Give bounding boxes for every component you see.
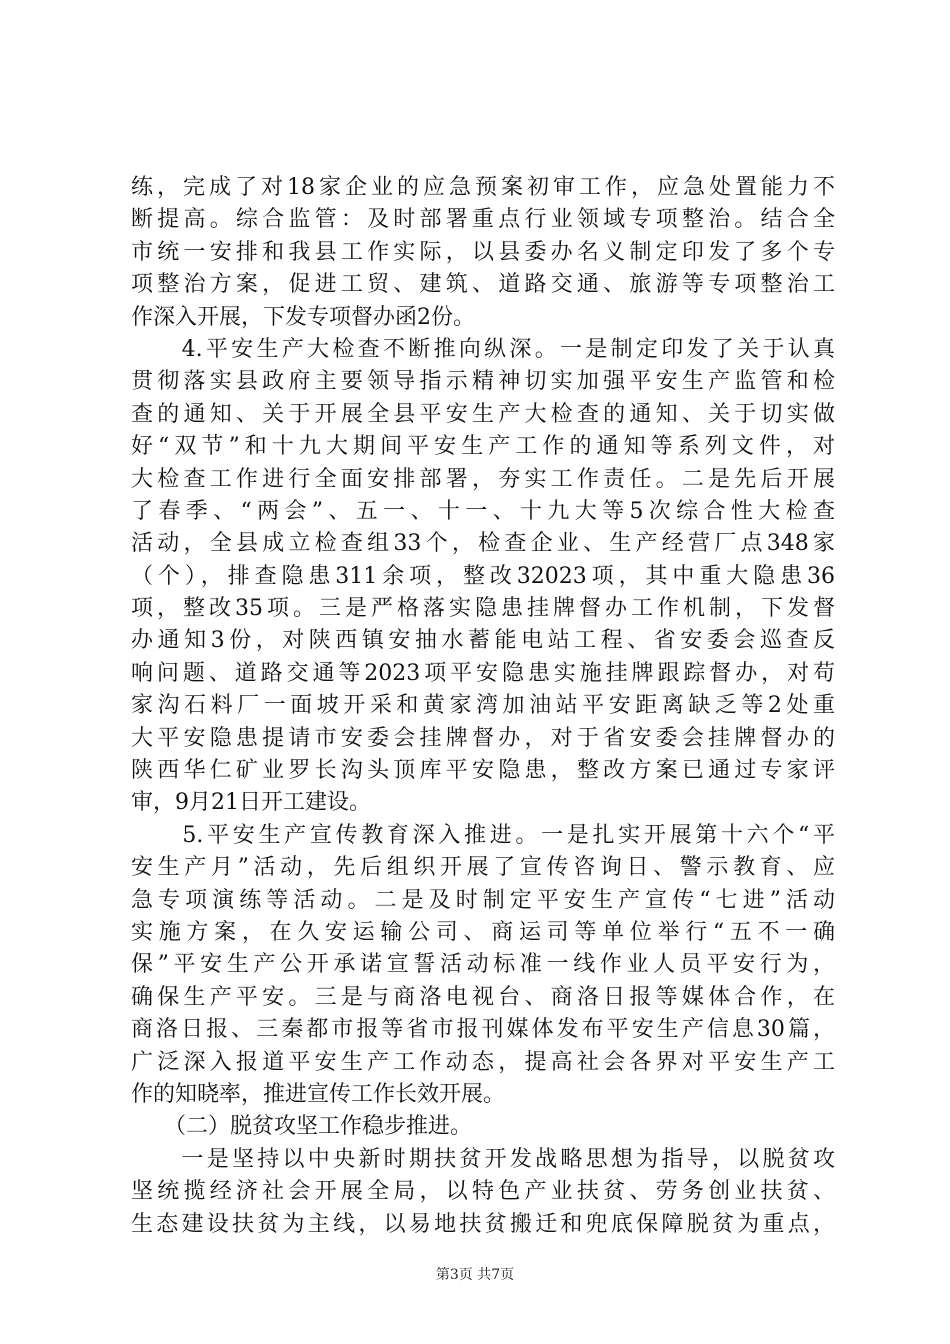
text-line: （二）脱贫攻坚工作稳步推进。 — [131, 1114, 473, 1140]
page-footer: 第3页 共7页 — [435, 1267, 515, 1283]
text-line: 生态建设扶贫为主线，以易地扶贫搬迁和兜底保障脱贫为重点， — [131, 1211, 835, 1237]
text-line: 项，整改35项。三是严格落实隐患挂牌督办工作机制，下发督 — [131, 596, 835, 622]
text-line: 保”平安生产公开承诺宣誓活动标准一线作业人员平安行为， — [131, 952, 835, 978]
text-line: 好“双节”和十九大期间平安生产工作的通知等系列文件，对 — [131, 434, 835, 460]
text-line: 活动，全县成立检查组33个，检查企业、生产经营厂点348家 — [131, 531, 835, 557]
text-line: 了春季、“两会”、五一、十一、十九大等5次综合性大检查 — [131, 498, 835, 524]
text-line: 作的知晓率，推进宣传工作长效开展。 — [131, 1081, 506, 1107]
text-line: 实施方案，在久安运输公司、商运司等单位举行“五不一确 — [131, 919, 835, 945]
text-line: 大平安隐患提请市安委会挂牌督办，对于省安委会挂牌督办的 — [131, 725, 835, 751]
text-line: 断提高。综合监管：及时部署重点行业领域专项整治。结合全 — [131, 207, 835, 233]
document-body — [131, 172, 835, 1241]
text-line: 大检查工作进行全面安排部署，夯实工作责任。二是先后开展 — [131, 466, 835, 492]
text-line: 响问题、道路交通等2023项平安隐患实施挂牌跟踪督办，对苟 — [131, 660, 835, 686]
text-line: 作深入开展，下发专项督办函2份。 — [131, 304, 475, 330]
text-line: 项整治方案，促进工贸、建筑、道路交通、旅游等专项整治工 — [131, 272, 835, 298]
text-line: 5.平安生产宣传教育深入推进。一是扎实开展第十六个“平 — [131, 822, 835, 848]
text-line: 4.平安生产大检查不断推向纵深。一是制定印发了关于认真 — [131, 336, 835, 362]
text-line: （个），排查隐患311余项，整改32023项，其中重大隐患36 — [131, 563, 835, 589]
text-line: 陕西华仁矿业罗长沟头顶库平安隐患，整改方案已通过专家评 — [131, 758, 835, 784]
text-line: 急专项演练等活动。二是及时制定平安生产宣传“七进”活动 — [131, 887, 835, 913]
text-line: 坚统揽经济社会开展全局，以特色产业扶贫、劳务创业扶贫、 — [131, 1179, 835, 1205]
text-line: 一是坚持以中央新时期扶贫开发战略思想为指导，以脱贫攻 — [131, 1146, 835, 1172]
text-line: 家沟石料厂一面坡开采和黄家湾加油站平安距离缺乏等2处重 — [131, 693, 835, 719]
text-line: 审，9月21日开工建设。 — [131, 790, 371, 816]
text-line: 贯彻落实县政府主要领导指示精神切实加强平安生产监管和检 — [131, 369, 835, 395]
text-line: 确保生产平安。三是与商洛电视台、商洛日报等媒体合作，在 — [131, 984, 835, 1010]
text-line: 广泛深入报道平安生产工作动态，提高社会各界对平安生产工 — [131, 1049, 835, 1075]
text-line: 练，完成了对18家企业的应急预案初审工作，应急处置能力不 — [131, 175, 835, 200]
text-line: 市统一安排和我县工作实际，以县委办名义制定印发了多个专 — [131, 239, 835, 265]
text-line: 办通知3份，对陕西镇安抽水蓄能电站工程、省安委会巡查反 — [131, 628, 835, 654]
text-line: 查的通知、关于开展全县平安生产大检查的通知、关于切实做 — [131, 401, 835, 427]
text-line: 商洛日报、三秦都市报等省市报刊媒体发布平安生产信息30篇， — [131, 1017, 835, 1043]
text-line: 安生产月”活动，先后组织开展了宣传咨询日、警示教育、应 — [131, 855, 835, 881]
